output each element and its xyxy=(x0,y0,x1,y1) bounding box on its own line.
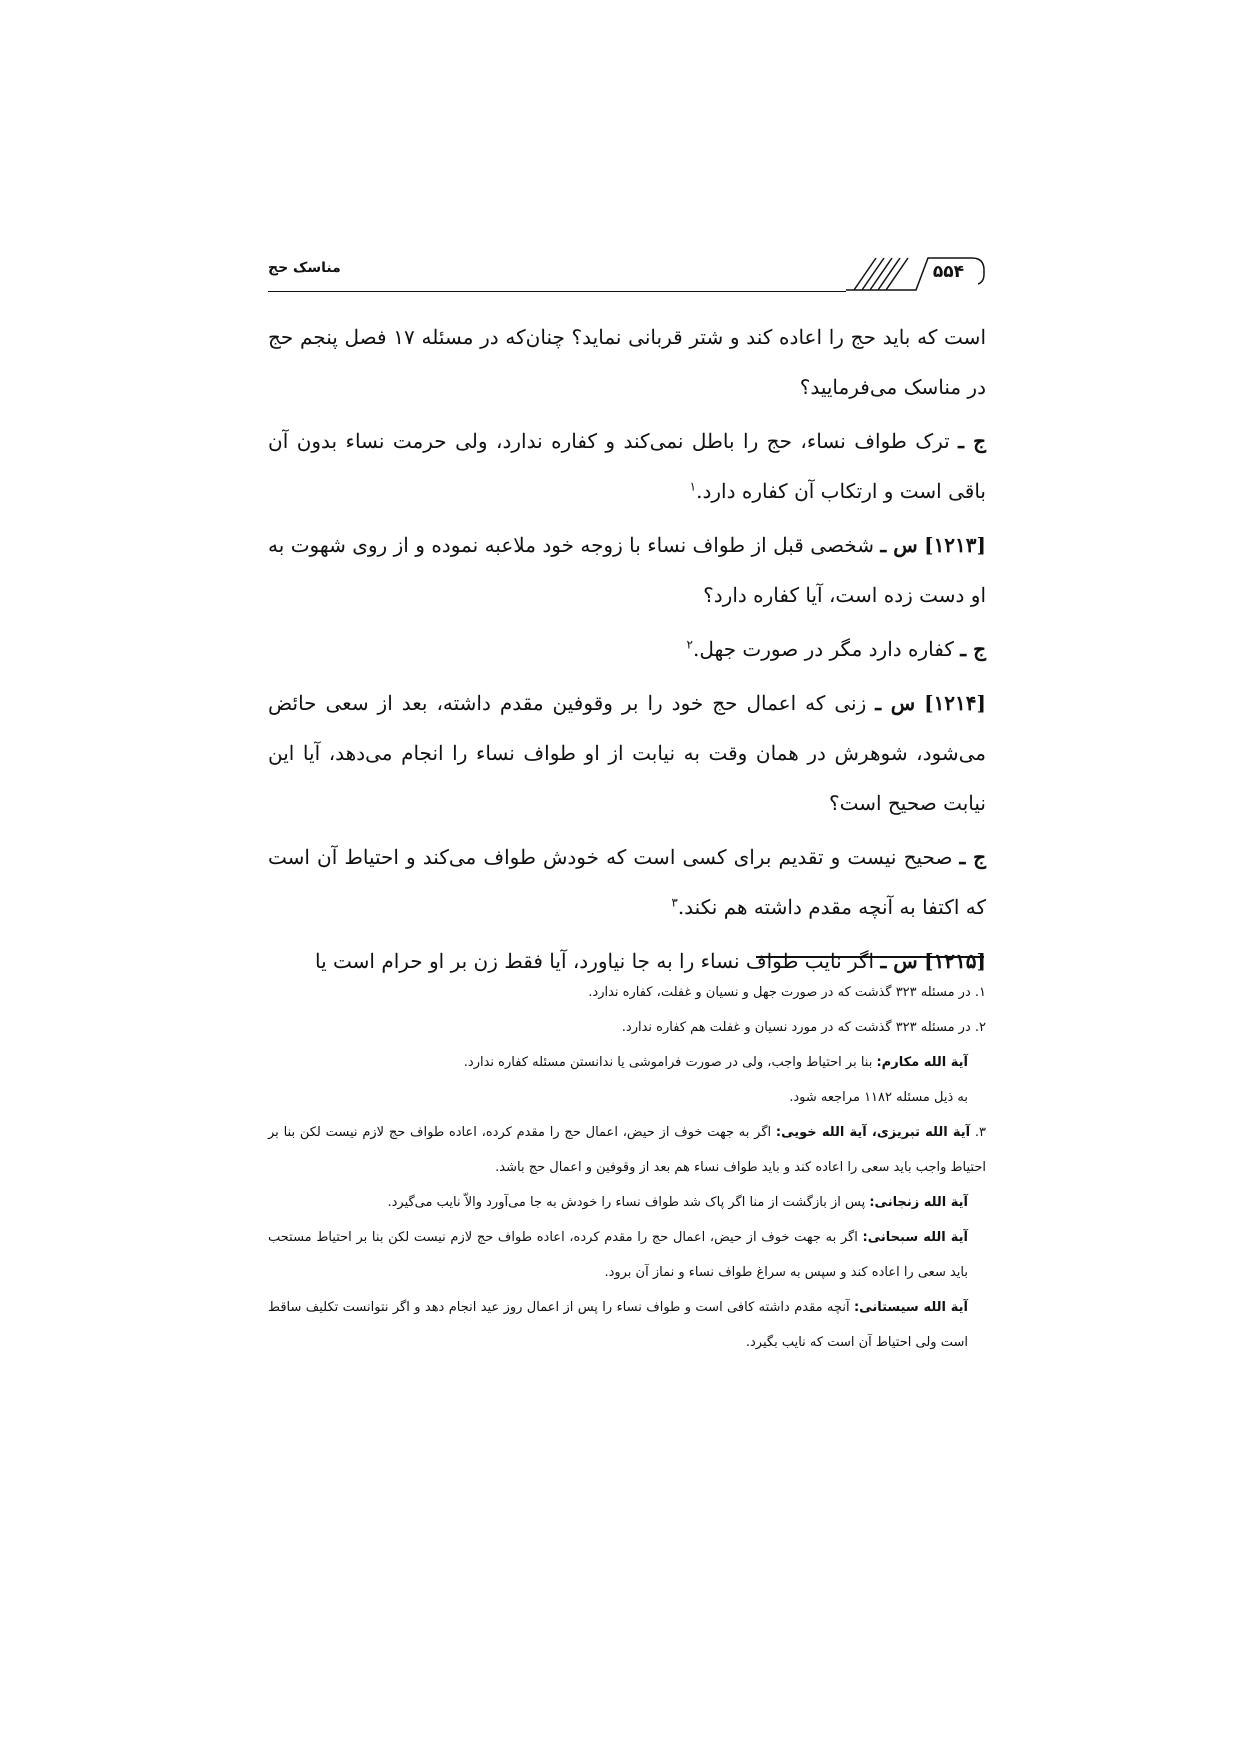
page-body xyxy=(268,312,986,990)
answer-marker: ج ـ xyxy=(960,637,986,661)
footnote-ref: ۱ xyxy=(689,479,697,494)
footnote-separator xyxy=(756,956,984,958)
answer-paragraph: ج ـ صحیح نیست و تقدیم برای کسی است که خودش طواف می‌کند و احتیاط آن است که اکتفا به آنچه مقدم داشته هم نکند.$^۳$ xyxy=(268,845,986,919)
answer-paragraph: ج ـ کفاره دارد مگر در صورت جهل.$^۲$ xyxy=(686,637,986,661)
footnote-ref: ۲ xyxy=(686,637,693,652)
authority-name: آیة الله تبریزی، آیة الله خویی: xyxy=(775,1125,971,1140)
footnote-2-opinion: آیة الله مکارم: بنا بر احتیاط واجب، ولی در صورت فراموشی یا ندانستن مسئله کفاره ندارد. xyxy=(463,1055,968,1070)
footnote-3-opinion: آیة الله سبحانی: اگر به جهت خوف از حیض، اعمال حج را مقدم کرده، اعاده طواف حج لازم نیست لکن بنا بر احتیاط مستحب باید سعی را اعاده کند و سپس به سراغ طواف نساء و نماز آن برود. xyxy=(268,1230,969,1280)
page-number-tab xyxy=(846,254,986,292)
footnote-2: ۲. در مسئله ۳۲۳ گذشت که در مورد نسیان و غفلت هم کفاره ندارد. xyxy=(621,1020,986,1035)
answer-paragraph: ج ـ ترک طواف نساء، حج را باطل نمی‌کند و کفاره ندارد، ولی حرمت نساء بدون آن باقی است و ارتکاب آن کفاره دارد.$^۱$ xyxy=(268,429,986,503)
paragraph: است که باید حج را اعاده کند و شتر قربانی نماید؟ چنان‌که در مسئله ۱۷ فصل پنجم حج در مناسک می‌فرمایید؟ xyxy=(268,325,987,399)
authority-name: آیة الله مکارم: xyxy=(876,1055,968,1070)
footnote-3: ۳. آیة الله تبریزی، آیة الله خویی: اگر به جهت خوف از حیض، اعمال حج را مقدم کرده، اعاده طواف حج لازم نیست لکن بنا بر احتیاط واجب باید سعی را اعاده کند و باید طواف نساء هم بعد از وقوفین و اعمال حج باشد. xyxy=(268,1125,986,1175)
question-number: [۱۲۱۳] xyxy=(924,533,986,557)
authority-name: آیة الله سبحانی: xyxy=(862,1230,969,1245)
answer-marker: ج ـ xyxy=(959,845,986,869)
authority-name: آیة الله زنجانی: xyxy=(869,1195,968,1210)
footnote-3-opinion: آیة الله زنجانی: پس از بازگشت از منا اگر پاک شد طواف نساء را خودش به جا می‌آورد والاّ نایب می‌گیرد. xyxy=(387,1195,968,1210)
question-marker: س ـ xyxy=(880,949,918,973)
footnote-2-reference: به ذیل مسئله ۱۱۸۲ مراجعه شود. xyxy=(789,1090,968,1105)
question-number: [۱۲۱۵] xyxy=(924,949,986,973)
question-marker: س ـ xyxy=(880,533,918,557)
authority-name: آیة الله سیستانی: xyxy=(853,1300,968,1315)
footnote-3-opinion: آیة الله سیستانی: آنچه مقدم داشته کافی است و طواف نساء را پس از اعمال روز عید انجام دهد و اگر نتوانست تکلیف ساقط است ولی احتیاط آن است که نایب بگیرد. xyxy=(268,1300,968,1350)
page-tab-ornament-icon xyxy=(846,254,986,292)
running-title: مناسک حج xyxy=(268,260,341,276)
page-header xyxy=(268,254,986,294)
page-number: ۵۵۴ xyxy=(932,262,964,282)
question-paragraph: [۱۲۱۴] س ـ زنی که اعمال حج خود را بر وقوفین مقدم داشته، بعد از سعی حائض می‌شود، شوهرش در همان وقت به نیابت از او طواف نساء را انجام می‌دهد، آیا این نیابت صحیح است؟ xyxy=(268,691,986,815)
question-paragraph: [۱۲۱۳] س ـ شخصی قبل از طواف نساء با زوجه خود ملاعبه نموده و از روی شهوت به او دست زده است، آیا کفاره دارد؟ xyxy=(268,533,986,607)
question-marker: س ـ xyxy=(875,691,916,715)
answer-marker: ج ـ xyxy=(958,429,986,453)
footnote-1: ۱. در مسئله ۳۲۳ گذشت که در صورت جهل و نسیان و غفلت، کفاره ندارد. xyxy=(588,985,986,1000)
footnotes xyxy=(268,975,986,1360)
question-number: [۱۲۱۴] xyxy=(924,691,986,715)
footnote-ref: ۳ xyxy=(671,895,678,910)
header-rule xyxy=(268,291,846,292)
question-paragraph: [۱۲۱۵] س ـ اگر نایب طواف نساء را به جا نیاورد، آیا فقط زن بر او حرام است یا xyxy=(315,949,986,973)
